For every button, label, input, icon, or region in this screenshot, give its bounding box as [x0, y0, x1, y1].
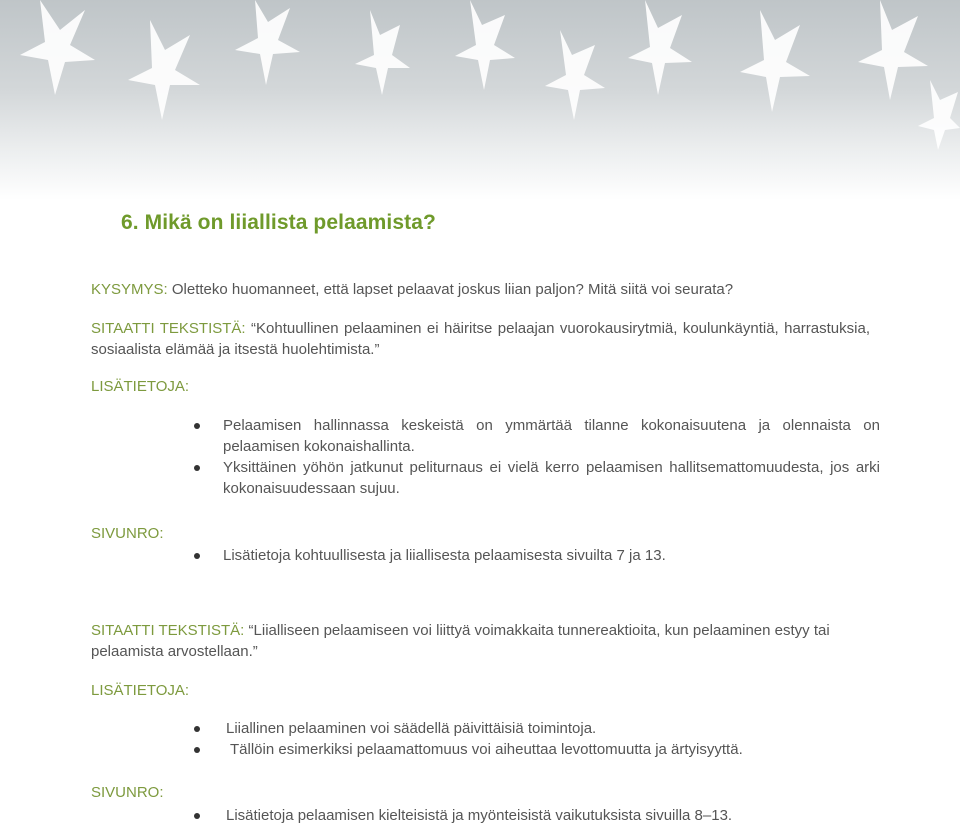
header-decoration: [0, 0, 960, 200]
question-label: KYSYMYS:: [91, 281, 168, 298]
bullet-icon: [194, 553, 200, 559]
bullet-icon: [194, 747, 200, 753]
page-list-1: [190, 545, 880, 566]
bullet-icon: [194, 813, 200, 819]
quote-block-2: SITAATTI TEKSTISTÄ: “Liialliseen pelaamiseen voi liittyä voimakkaita tunnereaktioita, kun pelaaminen estyy tai pelaamista arvostellaan.”: [91, 622, 830, 660]
bullet-icon: [194, 465, 200, 471]
info-list-2: [190, 718, 880, 760]
bullet-icon: [194, 726, 200, 732]
bird-footprints-pattern: [0, 0, 960, 200]
question-block: [91, 279, 871, 300]
quote-label-2: SITAATTI TEKSTISTÄ:: [91, 622, 245, 639]
page-title: 6. Mikä on liiallista pelaamista?: [121, 211, 436, 234]
list-item: Lisätietoja pelaamisen kielteisistä ja myönteisistä vaikutuksista sivuilla 8–13.: [190, 805, 880, 826]
info-label-1: LISÄTIETOJA:: [91, 378, 190, 395]
quote-text-2: Liialliseen pelaamiseen voi liittyä voimakkaita tunnereaktioita, kun pelaaminen estyy tai pelaamista arvostellaan.: [91, 622, 830, 660]
list-item: Tällöin esimerkiksi pelaamattomuus voi aiheuttaa levottomuutta ja ärtyisyyttä.: [190, 739, 880, 760]
quote-text-1: Kohtuullinen pelaaminen ei häiritse pelaajan vuorokausirytmiä, koulunkäyntiä, harrastuksia, sosiaalista elämää ja itsestä huolehtimista.: [91, 320, 870, 358]
page-label-1: SIVUNRO:: [91, 525, 164, 542]
info-list-1: [190, 415, 880, 499]
info-label-2: LISÄTIETOJA:: [91, 682, 190, 699]
bullet-icon: [194, 423, 200, 429]
quote-block-1: SITAATTI TEKSTISTÄ: “Kohtuullinen pelaaminen ei häiritse pelaajan vuorokausirytmiä, koulunkäyntiä, harrastuksia, sosiaalista elämää ja itsestä huolehtimista.”: [91, 320, 870, 358]
list-item: Yksittäinen yöhön jatkunut peliturnaus ei vielä kerro pelaamisen hallitsemattomuudesta, jos arki kokonaisuudessaan sujuu.: [190, 457, 880, 499]
quote-label-1: SITAATTI TEKSTISTÄ:: [91, 320, 246, 337]
list-item: Liiallinen pelaaminen voi säädellä päivittäisiä toimintoja.: [190, 718, 880, 739]
list-item: Pelaamisen hallinnassa keskeistä on ymmärtää tilanne kokonaisuutena ja olennaista on pelaamisen kokonaishallinta.: [190, 415, 880, 457]
page-label-2: SIVUNRO:: [91, 784, 164, 801]
list-item: Lisätietoja kohtuullisesta ja liiallisesta pelaamisesta sivuilta 7 ja 13.: [190, 545, 880, 566]
page-list-2: [190, 805, 880, 826]
question-text: Oletteko huomanneet, että lapset pelaavat joskus liian paljon? Mitä siitä voi seurata?: [171, 281, 734, 298]
